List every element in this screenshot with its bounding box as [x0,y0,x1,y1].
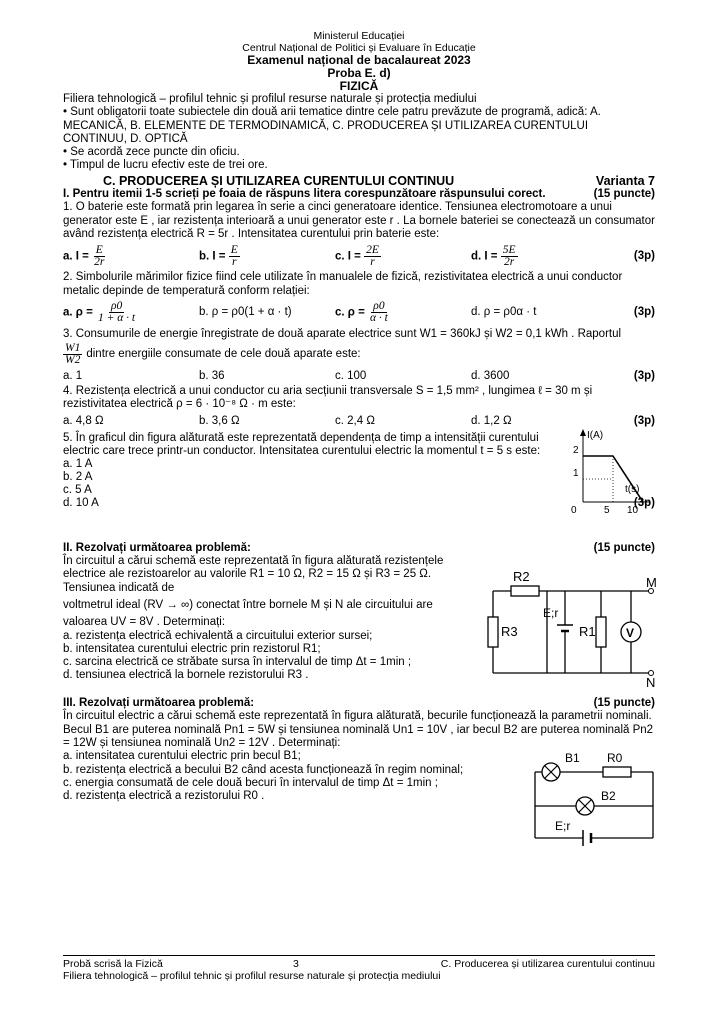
part1-points: (15 puncte) [593,188,655,201]
q3-c: c. 100 [335,369,367,382]
ministry: Ministerul Educației [313,30,405,42]
part2-b: b. intensitatea curentului electric prin rezistorul R1; [63,642,321,655]
label-b2: B2 [601,789,616,804]
q5-d: d. 10 A [63,497,99,510]
part3-d: d. rezistența electrică a rezistorului R0 . [63,790,265,803]
exam-page [63,30,657,834]
footer-page: 3 [293,958,299,970]
part3-header [63,697,655,710]
q4-d: d. 1,2 Ω [471,415,512,428]
label-r3: R3 [501,624,518,640]
origin-label: 0 [571,504,577,514]
q1-d: d. I = $\frac{5E}{2r}$ [471,243,516,268]
part2-header [63,542,655,555]
q1-c: c. I = $\frac{2E}{r}$ [335,243,379,268]
q4-text: 4. Rezistența electrică a unui conductor cu aria secțiunii transversale S = 1,5 mm² , lungimea ℓ = 30 m și rezistivitatea electrică ρ = 6 · 10⁻⁸ Ω · m este: [63,385,593,411]
part1-title: I. Pentru itemii 1-5 scrieți pe foaia de răspuns litera corespunzătoare răspunsului corect. [63,188,546,201]
section-header [63,175,655,188]
rule-2: • Se acordă zece puncte din oficiu. [63,146,240,159]
q4-points: (3p) [633,415,655,428]
q4-a: a. 4,8 Ω [63,415,104,428]
q2-answers [63,298,655,328]
part3-c: c. energia consumată de cele două becuri în intervalul de timp Δt = 1min ; [63,776,438,789]
label-n: N [646,675,656,690]
resistor-r0 [603,767,631,777]
y-tick-1: 1 [573,467,579,479]
y-axis-label: I(A) [587,429,604,441]
q5-b: b. 2 A [63,471,93,484]
q4-c: c. 2,4 Ω [335,415,375,428]
y-axis-arrow [580,429,586,436]
x-tick-5: 5 [604,504,610,514]
q2-text: 2. Simbolurile mărimilor fizice fiind cele utilizate în manualele de fizică, rezistivitatea electrică a unui conductor metalic depinde de temperatură conform relației: [63,271,623,297]
q4-b: b. 3,6 Ω [199,415,240,428]
q5-c: c. 5 A [63,484,92,497]
q3-tail: dintre energiile consumate de cele două aparate este: [86,347,361,360]
current-time-graph [565,426,655,514]
q3-answers [63,367,655,385]
q3-d: d. 3600 [471,369,510,382]
label-r2: R2 [513,569,530,585]
part2-text3: valoarea UV = 8V . Determinați: [63,616,226,629]
part3-a: a. intensitatea curentului electric prin becul B1; [63,750,301,763]
part3-b: b. rezistența electrică a becului B2 când acesta funcționează în regim nominal; [63,763,464,776]
part2-points: (15 puncte) [593,541,655,554]
subject: FIZICĂ [339,79,379,93]
part2-text2: voltmetrul ideal (RV → ∞) conectat între bornele M și N ale circuitului are [63,598,433,611]
part2-a: a. rezistența electrică echivalentă a circuitului exterior sursei; [63,629,373,642]
part3-title: III. Rezolvați următoarea problemă: [63,697,255,710]
exam-title: Examenul național de bacalaureat 2023 [247,53,471,67]
q2-c: c. ρ = $\frac{\rho 0}{\alpha \cdot t}$ [335,300,388,325]
x-axis-label: t(s) [625,483,640,495]
q1-points: (3p) [633,249,655,262]
label-voltmeter: V [626,626,635,641]
q2-a: a. ρ = $\frac{\rho 0}{1 + \alpha \cdot t}$ [63,300,136,325]
label-r1: R1 [579,624,596,640]
q3-b: b. 36 [199,369,225,382]
filiera: Filiera tehnologică – profilul tehnic și profilul resurse naturale și protecția mediului [63,93,477,105]
footer-divider [63,955,655,956]
footer-left: Probă scrisă la Fizică [63,958,163,970]
variant: Varianta 7 [595,173,655,188]
part2-block [63,555,657,690]
q3-ratio-line [63,341,655,367]
circuit-diagram-3 [525,750,665,850]
part3-block [63,710,655,834]
part2-text1: În circuitul a cărui schemă este reprezentată în figura alăturată rezistențele electrice ale rezistoarelor au valorile R1 = 10 Ω, R2 = 15 Ω și R3 = 25 Ω. Tensiunea indicată de [63,555,444,594]
y-tick-2: 2 [573,444,579,456]
part3-text1: În circuitul electric a cărui schemă este reprezentată în figura alăturată, becurile funcționează la parametrii nominali. Becul B1 are puterea nominală Pn1 = 5W și tensiunea nominală Un1 = 10V , iar becul B2 are puterea nominală Pn2 = 12W și tensiunea nominală Un2 = 12V . Determinați: [63,710,654,749]
q5-points: (3p) [633,497,655,510]
q1-text: 1. O baterie este formată prin legarea în serie a cinci generatoare identice. Tensiunea electromotoare a unui generator este E , iar rezistența interioară a unui generator este r . La bornele bateriei se conectează un consumator având rezistența electrică R = 5r . Intensitatea curentului prin baterie este: [63,201,655,240]
q1-a: a. I = $\frac{E}{2r}$ [63,243,105,268]
q3-a: a. 1 [63,369,83,382]
center-name: Centrul Național de Politici și Evaluare în Educație [242,42,476,54]
rule-1: • Sunt obligatorii toate subiectele din două arii tematice dintre cele patru prevăzute de programă, adică: A. MECANICĂ, B. ELEMENTE DE TERMODINAMICĂ, C. PRODUCEREA ȘI UTILIZAREA CURENTULUI CONTINUU, D. OPTICĂ [63,106,601,145]
q2-b: b. ρ = ρ0(1 + α · t) [199,306,292,319]
q3-points: (3p) [633,369,655,382]
q5-a: a. 1 A [63,458,93,471]
footer-right: C. Producerea și utilizarea curentului continuu [440,958,655,970]
q2-d: d. ρ = ρ0α · t [471,306,537,319]
resistor-r1 [596,617,606,647]
label-source: E;r [543,606,559,621]
part2-c: c. sarcina electrică ce străbate sursa în intervalul de timp Δt = 1min ; [63,656,412,669]
circuit-diagram-2 [481,569,661,689]
label-source-3: E;r [555,819,571,834]
footer-row [63,958,655,970]
part2-d: d. tensiunea electrică la bornele rezistorului R3 . [63,669,309,682]
footer-line2: Filiera tehnologică – profilul tehnic și profilul resurse naturale și protecția mediului [63,970,441,982]
q5-text: 5. În graficul din figura alăturată este reprezentată dependența de timp a intensității curentului electric care trece printr-un conductor. Intensitatea curentului electric la momentul t = 5 s este: [63,431,541,458]
part3-points: (15 puncte) [593,697,655,710]
q1-answers [63,241,655,271]
x-tick-10: 10 [627,504,639,514]
resistor-r3 [488,617,498,647]
proba: Proba E. d) [327,66,391,80]
label-r0: R0 [607,751,623,766]
label-b1: B1 [565,751,580,766]
rule-3: • Timpul de lucru efectiv este de trei ore. [63,159,268,172]
footer [63,958,655,982]
q3-text: 3. Consumurile de energie înregistrate de două aparate electrice sunt W1 = 360kJ și W2 = 0,1 kWh . Raportul [63,327,622,340]
q1-b: b. I = $\frac{E}{r}$ [199,243,238,268]
q5-block [63,429,655,534]
label-m: M [646,575,657,591]
part1-header [63,188,655,201]
resistor-r2 [511,586,539,596]
q3-ratio: $\frac{W1}{W2}$ [65,341,81,366]
q2-points: (3p) [633,306,655,319]
part2-title: II. Rezolvați următoarea problemă: [63,541,251,554]
section-title: C. PRODUCEREA ȘI UTILIZAREA CURENTULUI CONTINUU [103,173,455,188]
